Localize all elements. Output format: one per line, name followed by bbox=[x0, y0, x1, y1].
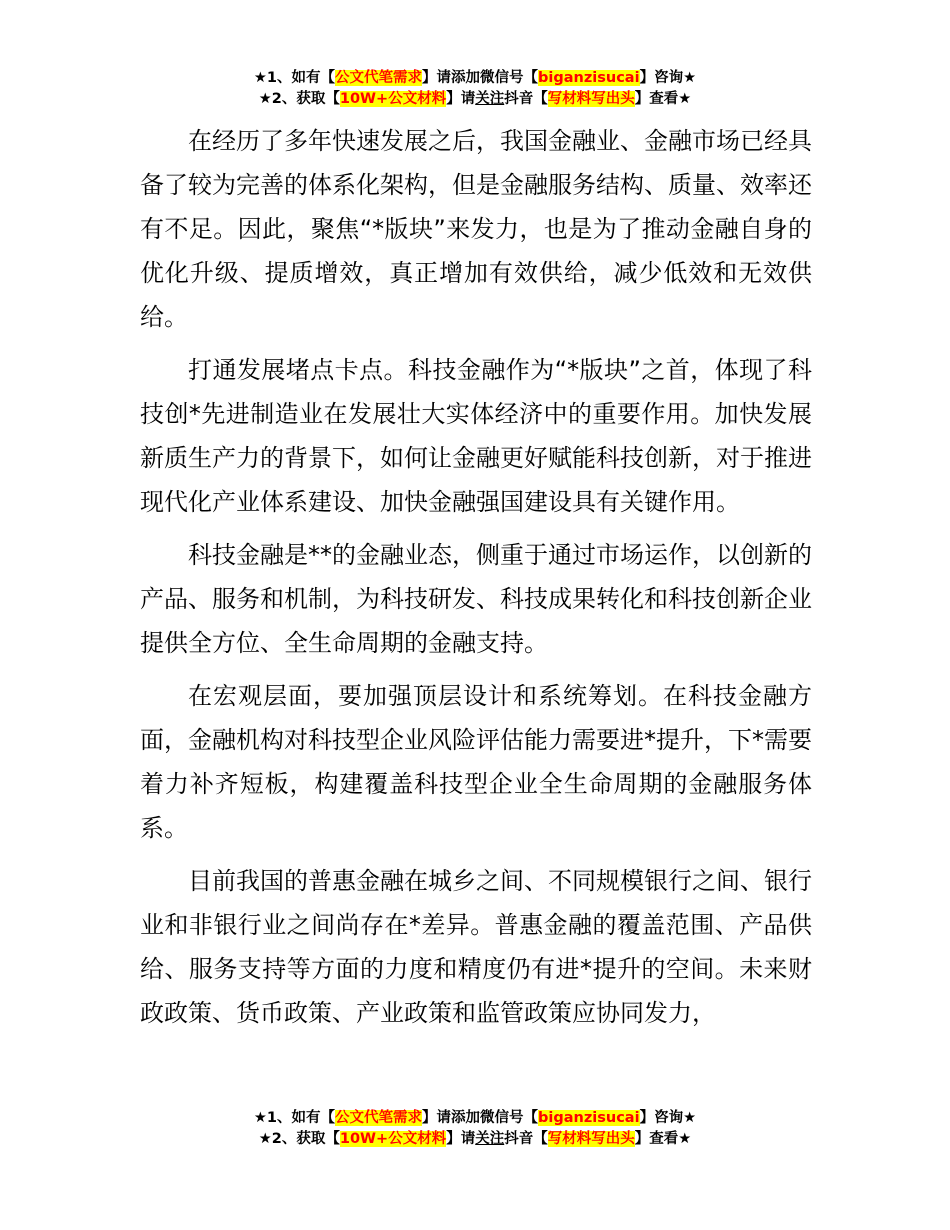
banner-text: 抖音【 bbox=[504, 1131, 548, 1147]
footer-banner bbox=[0, 1108, 950, 1150]
banner-text: 】请添加微信号【 bbox=[422, 1110, 539, 1126]
banner-text: 】请 bbox=[446, 91, 476, 107]
paragraph-4: 在宏观层面，要加强顶层设计和系统筹划。在科技金融方面，金融机构对科技型企业风险评估能力需要进*提升，下*需要着力补齐短板，构建覆盖科技型企业全生命周期的金融服务体系。 bbox=[140, 682, 812, 842]
paragraph-3: 科技金融是**的金融业态，侧重于通过市场运作，以创新的产品、服务和机制，为科技研发、科技成果转化和科技创新企业提供全方位、全生命周期的金融支持。 bbox=[140, 541, 812, 657]
banner-text: 】查看★ bbox=[634, 91, 692, 107]
banner-text: ★2、获取【 bbox=[258, 1131, 340, 1147]
banner-line-2 bbox=[0, 89, 950, 110]
banner-text: 抖音【 bbox=[504, 91, 548, 107]
paragraph-2: 打通发展堵点卡点。科技金融作为“*版块”之首，体现了科技创*先进制造业在发展壮大实体经济中的重要作用。加快发展新质生产力的背景下，如何让金融更好赋能科技创新，对于推进现代化产业体系建设、加快金融强国建设具有关键作用。 bbox=[140, 356, 812, 516]
paragraph-1: 在经历了多年快速发展之后，我国金融业、金融市场已经具备了较为完善的体系化架构，但是金融服务结构、质量、效率还有不足。因此，聚焦“*版块”来发力，也是为了推动金融自身的优化升级、提质增效，真正增加有效供给，减少低效和无效供给。 bbox=[140, 127, 812, 331]
banner-text: 】请添加微信号【 bbox=[422, 70, 539, 86]
highlight-wechat-id: biganzisucai bbox=[538, 1110, 640, 1126]
banner-text: ★2、获取【 bbox=[258, 91, 340, 107]
highlight-douyin-account: 写材料写出头 bbox=[547, 91, 635, 107]
highlight-ghostwriting: 公文代笔需求 bbox=[335, 1110, 423, 1126]
paragraph-5: 目前我国的普惠金融在城乡之间、不同规模银行之间、银行业和非银行业之间尚存在*差异。普惠金融的覆盖范围、产品供给、服务支持等方面的力度和精度仍有进*提升的空间。未来财政政策、货币政策、产业政策和监管政策应协同发力， bbox=[140, 867, 812, 1027]
highlight-materials: 10W+公文材料 bbox=[339, 1131, 447, 1147]
highlight-douyin-account: 写材料写出头 bbox=[547, 1131, 635, 1147]
banner-line-1 bbox=[0, 68, 950, 89]
banner-text: 】查看★ bbox=[634, 1131, 692, 1147]
document-body bbox=[140, 119, 812, 1044]
highlight-ghostwriting: 公文代笔需求 bbox=[335, 70, 423, 86]
banner-text: 】请 bbox=[446, 1131, 476, 1147]
highlight-wechat-id: biganzisucai bbox=[538, 70, 640, 86]
banner-text: ★1、如有【 bbox=[253, 1110, 336, 1126]
header-banner bbox=[0, 68, 950, 110]
underlined-follow: 关注 bbox=[475, 1131, 505, 1147]
underlined-follow: 关注 bbox=[475, 91, 505, 107]
highlight-materials: 10W+公文材料 bbox=[339, 91, 447, 107]
banner-text: 】咨询★ bbox=[639, 70, 697, 86]
banner-line-2 bbox=[0, 1129, 950, 1150]
banner-text: 】咨询★ bbox=[639, 1110, 697, 1126]
banner-text: ★1、如有【 bbox=[253, 70, 336, 86]
banner-line-1 bbox=[0, 1108, 950, 1129]
